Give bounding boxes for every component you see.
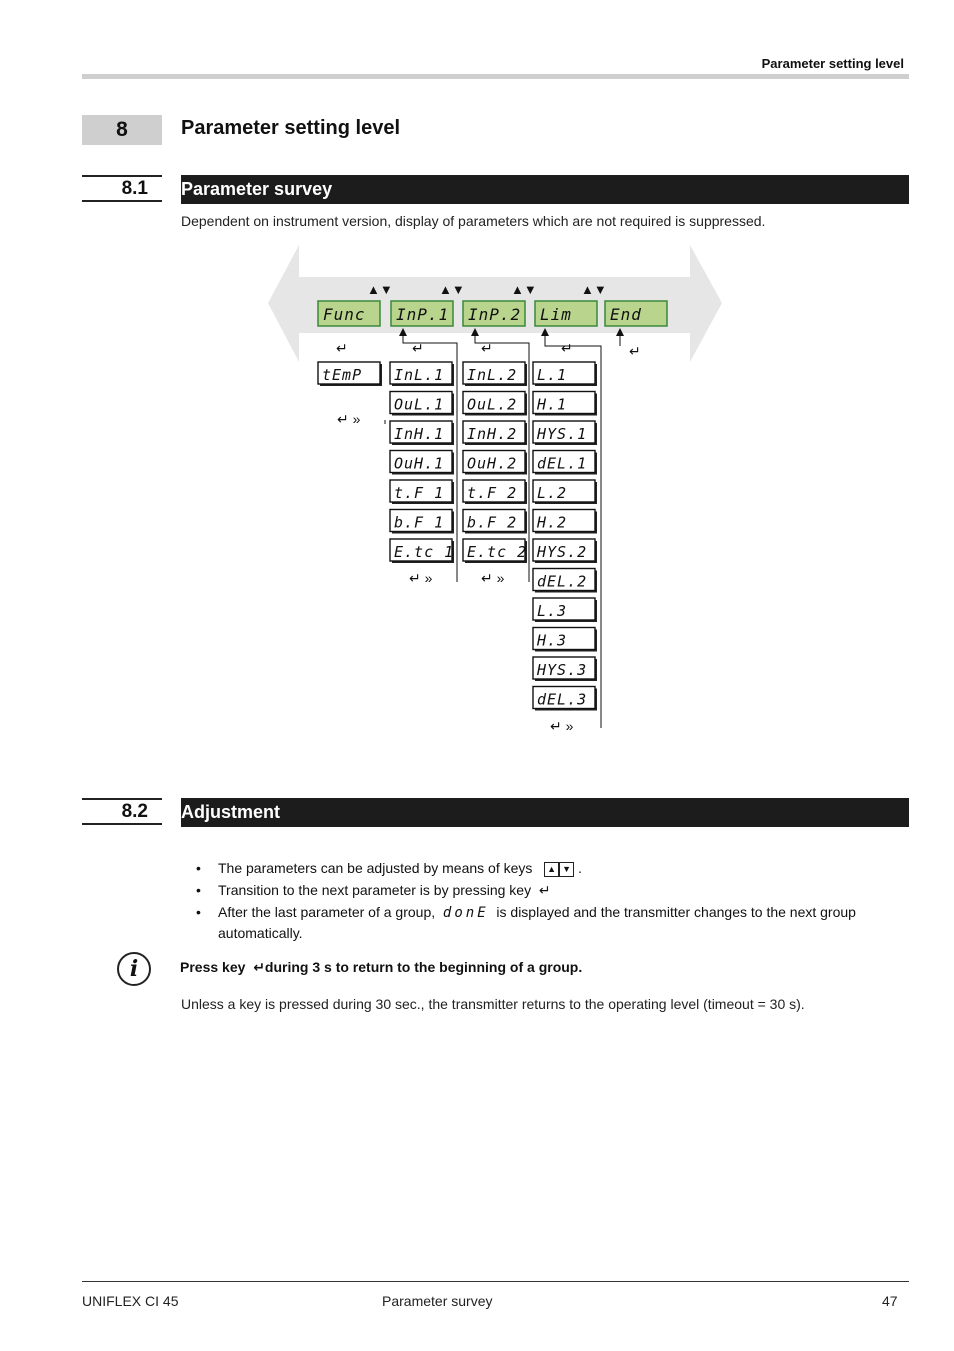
enter-next-icon: ↵ » — [481, 570, 505, 586]
header-rule — [82, 74, 909, 79]
bullet-text: Transition to the next parameter is by pressing key — [218, 882, 532, 898]
subsection-number-8-1: 8.1 — [82, 175, 162, 202]
bullet-icon: • — [196, 904, 201, 920]
lcd-box-text: OuL.1 — [394, 395, 445, 414]
lcd-display-text: InP.2 — [468, 305, 522, 324]
down-key-icon: ▼ — [559, 862, 574, 877]
up-down-arrows-icon: ▲▼ — [439, 282, 465, 297]
lcd-box-text: InH.2 — [467, 425, 518, 443]
list-item — [196, 901, 896, 942]
up-down-arrows-icon: ▲▼ — [581, 282, 607, 297]
section-number: 8 — [82, 115, 162, 145]
lcd-box-text: L.3 — [537, 602, 568, 620]
adjustment-bullets — [196, 857, 896, 942]
bullet-text: The parameters can be adjusted by means of keys — [218, 860, 533, 876]
up-down-arrows-icon: ▲▼ — [367, 282, 393, 297]
subsection-number-8-2: 8.2 — [82, 798, 162, 825]
enter-key-icon: ↵ — [561, 340, 573, 356]
footer-left: UNIFLEX CI 45 — [82, 1293, 179, 1309]
lcd-box-text: L.1 — [537, 366, 568, 384]
lcd-box-text: E.tc 1 — [394, 543, 455, 561]
lcd-box-text: H.2 — [537, 513, 568, 532]
lcd-box-text: OuL.2 — [467, 395, 518, 414]
enter-key-icon: ↵ — [629, 343, 641, 359]
lcd-display-text: InP.1 — [396, 305, 450, 324]
up-down-arrows-icon: ▲▼ — [511, 282, 537, 297]
subsection-title-8-1: Parameter survey — [181, 175, 909, 204]
bullet-end: . — [577, 860, 582, 876]
footer-rule — [82, 1281, 909, 1282]
parameter-survey-diagram — [260, 240, 730, 740]
enter-next-icon: ↵ » — [550, 718, 574, 734]
lcd-box-text: t.F 1 — [394, 484, 445, 502]
lcd-box-text: OuH.2 — [467, 454, 518, 473]
lcd-box-text: dEL.1 — [537, 454, 588, 473]
bullet-text-continuation: automatically. — [218, 925, 303, 941]
lcd-box-text: HYS.1 — [537, 425, 588, 443]
lcd-display-text: Lim — [540, 305, 572, 324]
lcd-box-text: dEL.2 — [537, 572, 588, 591]
lcd-box-text: E.tc 2 — [467, 543, 528, 561]
list-item — [196, 857, 896, 879]
lcd-box-text: OuH.1 — [394, 454, 445, 473]
lcd-box-text: InH.1 — [394, 425, 445, 443]
lcd-box-text: dEL.3 — [537, 690, 588, 709]
enter-key-icon: ↵ — [412, 340, 424, 356]
lcd-box-text: HYS.2 — [537, 543, 588, 561]
note-bold — [180, 959, 582, 976]
intro-text: Dependent on instrument version, display of parameters which are not required is suppressed. — [181, 213, 766, 229]
lcd-box-text: b.F 1 — [394, 513, 445, 532]
lcd-display-text: End — [610, 305, 642, 324]
list-item — [196, 879, 896, 901]
section-title: Parameter setting level — [181, 117, 400, 139]
bullet-icon: • — [196, 860, 201, 876]
note-suffix: during 3 s to return to the beginning of a group. — [264, 959, 583, 975]
footer-center: Parameter survey — [382, 1293, 493, 1309]
page-number: 47 — [882, 1293, 898, 1309]
enter-key-icon: ↵ — [538, 882, 551, 898]
note-prefix: Press key — [180, 959, 246, 975]
enter-next-icon: ↵ » — [409, 570, 433, 586]
lcd-box-text: tEmP — [322, 366, 363, 384]
lcd-box-text: H.3 — [537, 631, 568, 650]
running-head: Parameter setting level — [761, 56, 904, 71]
bullet-icon: • — [196, 882, 201, 898]
lcd-box-text: InL.1 — [394, 366, 445, 384]
enter-key-icon: ↵ — [336, 340, 348, 356]
bullet-text-after: is displayed and the transmitter changes to the next group — [496, 904, 856, 920]
lcd-display-text: Func — [323, 305, 366, 324]
lcd-box-text: t.F 2 — [467, 484, 518, 502]
enter-key-icon: ↵ — [253, 959, 265, 975]
lcd-box-text: InL.2 — [467, 366, 518, 384]
bullet-text: After the last parameter of a group, — [218, 904, 436, 920]
lcd-box-text: L.2 — [537, 484, 568, 502]
lcd-box-text: HYS.3 — [537, 661, 588, 679]
lcd-box-text: H.1 — [537, 395, 568, 414]
lcd-box-text: b.F 2 — [467, 513, 518, 532]
note-text: Unless a key is pressed during 30 sec., the transmitter returns to the operating level (timeout = 30 s). — [181, 996, 805, 1012]
enter-next-icon: ↵ » — [337, 411, 361, 427]
subsection-title-8-2: Adjustment — [181, 798, 909, 827]
enter-key-icon: ↵ — [481, 340, 493, 356]
info-icon: i — [117, 952, 151, 986]
up-key-icon: ▲ — [544, 862, 559, 877]
done-display-text: donE — [442, 905, 489, 921]
